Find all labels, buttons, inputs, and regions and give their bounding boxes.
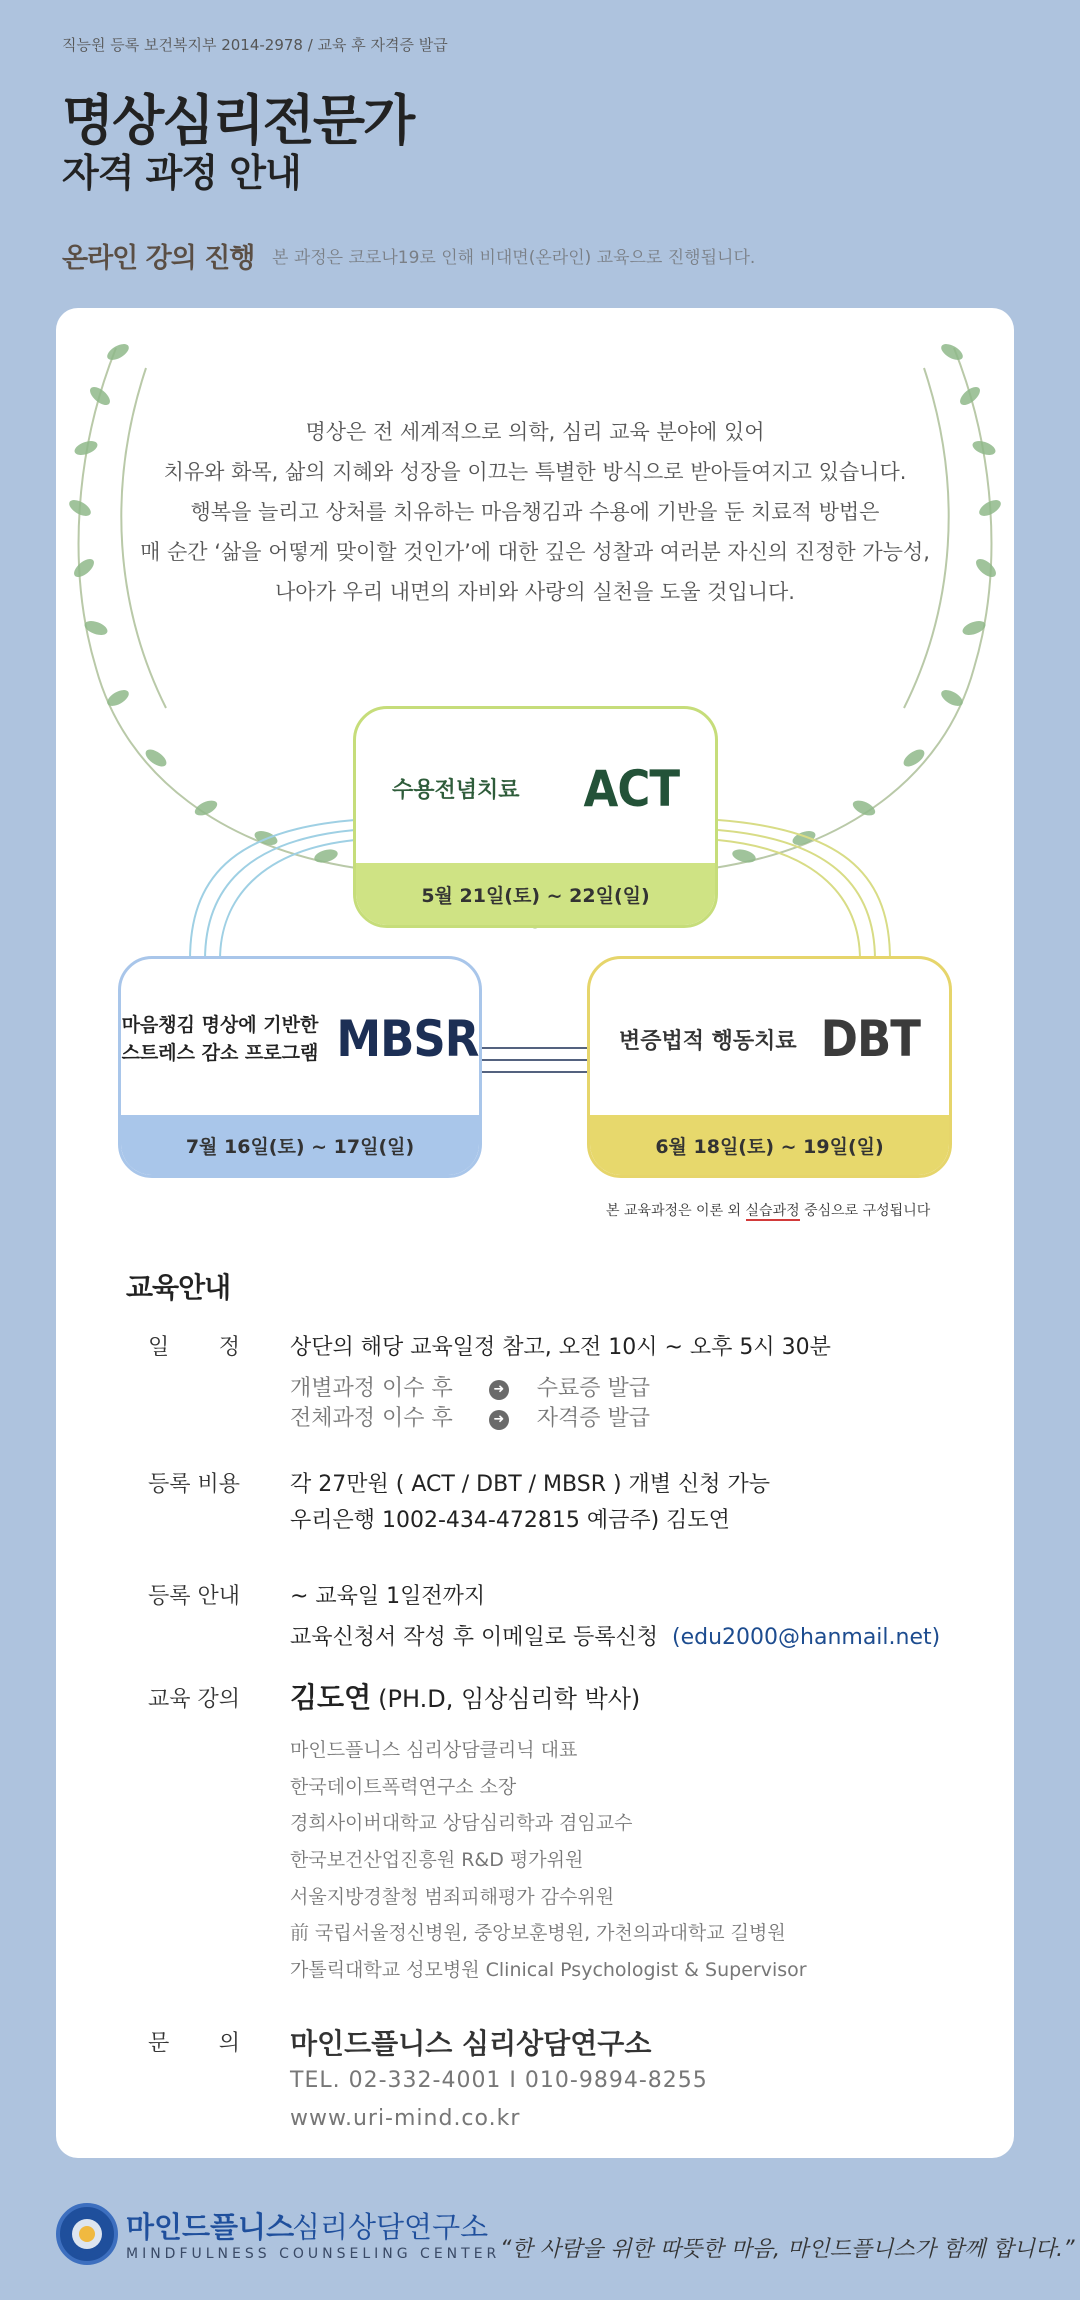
career-item: 마인드플니스 심리상담클리닉 대표	[290, 1739, 578, 1761]
career-item: 한국보건산업진흥원 R&D 평가위원	[290, 1849, 584, 1871]
schedule-line: 상단의 해당 교육일정 참고, 오전 10시 ~ 오후 5시 30분	[290, 1335, 831, 1360]
contact-name: 마인드플니스 심리상담연구소	[290, 2027, 652, 2060]
course-abbreviation: DBT	[820, 1010, 920, 1068]
practice-note-highlight: 실습과정	[745, 1203, 800, 1219]
course-date: 5월 21일(토) ~ 22일(일)	[356, 863, 715, 925]
lecturer-credential: (PH.D, 임상심리학 박사)	[378, 1685, 641, 1713]
career-item: 前 국립서울정신병원, 중앙보훈병원, 가천의과대학교 길병원	[290, 1922, 786, 1944]
full-course-result: 자격증 발급	[536, 1406, 651, 1431]
footer-english-name: MINDFULNESS COUNSELING CENTER	[126, 2246, 501, 2262]
practice-note-text: 중심으로 구성됩니다	[799, 1203, 931, 1219]
course-date: 6월 18일(토) ~ 19일(일)	[590, 1115, 949, 1175]
contact-website[interactable]: www.uri-mind.co.kr	[290, 2106, 521, 2131]
email-link[interactable]: (edu2000@hanmail.net)	[672, 1625, 941, 1650]
lecturer-heading	[290, 1676, 640, 1716]
footer-slogan: “한 사람을 위한 따뜻한 마음, 마인드플니스가 함께 합니다.”	[500, 2237, 1075, 2262]
intro-line: 행복을 늘리고 상처를 치유하는 마음챙김과 수용에 기반을 둔 치료적 방법은	[190, 500, 880, 524]
footer-brand-suffix: 심리상담연구소	[292, 2210, 489, 2244]
full-course-text: 전체과정 이수 후	[290, 1406, 453, 1431]
page-title: 명상심리전문가	[62, 89, 414, 152]
mbsr-dbt-connector	[482, 1040, 588, 1080]
practice-note-text: 본 교육과정은 이론 외	[606, 1203, 746, 1219]
label-char: 일	[148, 1335, 170, 1360]
registration-deadline: ~ 교육일 1일전까지	[290, 1584, 486, 1609]
page-subtitle: 자격 과정 안내	[62, 151, 301, 195]
course-card-header	[590, 959, 949, 1119]
contact-phone[interactable]: TEL. 02-332-4001 I 010-9894-8255	[290, 2068, 708, 2093]
mindfulness-logo-icon	[56, 2203, 118, 2265]
individual-course-result: 수료증 발급	[536, 1376, 651, 1401]
registration-label: 등록 안내	[148, 1584, 241, 1609]
registration-info: 직능원 등록 보건복지부 2014-2978 / 교육 후 자격증 발급	[62, 36, 448, 54]
intro-line: 명상은 전 세계적으로 의학, 심리 교육 분야에 있어	[305, 420, 765, 444]
registration-method	[290, 1620, 940, 1651]
registration-method-text: 교육신청서 작성 후 이메일로 등록신청	[290, 1625, 659, 1650]
course-card-mbsr	[118, 956, 482, 1178]
label-char: 의	[218, 2031, 240, 2056]
online-course-heading: 온라인 강의 진행	[62, 243, 255, 274]
course-name-line: 스트레스 감소 프로그램	[121, 1042, 319, 1064]
course-abbreviation: MBSR	[336, 1010, 479, 1068]
intro-line: 매 순간 ‘삶을 어떻게 맞이할 것인가’에 대한 깊은 성찰과 여러분 자신의 진정한 가능성,	[140, 540, 930, 564]
course-abbreviation: ACT	[583, 759, 680, 818]
course-name-line: 마음챙김 명상에 기반한	[121, 1014, 319, 1036]
online-course-description: 본 과정은 코로나19로 인해 비대면(온라인) 교육으로 진행됩니다.	[272, 248, 756, 268]
course-name: 수용전념치료	[391, 778, 520, 803]
intro-line: 치유와 화목, 삶의 지혜와 성장을 이끄는 특별한 방식으로 받아들여지고 있습니다.	[163, 460, 907, 484]
schedule-individual	[290, 1371, 650, 1402]
course-card-header	[121, 959, 479, 1119]
course-card-act	[353, 706, 718, 928]
practice-note	[606, 1200, 930, 1220]
course-name: 변증법적 행동치료	[618, 1028, 797, 1054]
arrow-right-icon: ➜	[489, 1380, 509, 1400]
arrow-right-icon: ➜	[489, 1410, 509, 1430]
contact-label	[148, 2026, 258, 2057]
career-item: 한국데이트폭력연구소 소장	[290, 1776, 517, 1798]
intro-text	[56, 412, 1014, 612]
individual-course-text: 개별과정 이수 후	[290, 1376, 453, 1401]
schedule-label	[148, 1330, 258, 1361]
label-char: 정	[218, 1335, 240, 1360]
course-card-header	[356, 709, 715, 868]
course-date: 7월 16일(토) ~ 17일(일)	[121, 1115, 479, 1175]
course-name	[122, 1011, 319, 1067]
career-item: 경희사이버대학교 상담심리학과 겸임교수	[290, 1812, 633, 1834]
intro-line: 나아가 우리 내면의 자비와 사랑의 실천을 도울 것입니다.	[275, 580, 795, 604]
lecturer-name: 김도연	[290, 1681, 372, 1714]
education-section-title: 교육안내	[126, 1271, 231, 1304]
fee-label: 등록 비용	[148, 1472, 241, 1497]
bank-account-line: 우리은행 1002-434-472815 예금주) 김도연	[290, 1508, 730, 1533]
lecturer-label: 교육 강의	[148, 1687, 241, 1712]
fee-line: 각 27만원 ( ACT / DBT / MBSR ) 개별 신청 가능	[290, 1472, 771, 1497]
course-card-dbt	[587, 956, 952, 1178]
career-item: 가톨릭대학교 성모병원 Clinical Psychologist & Supervisor	[290, 1959, 807, 1981]
schedule-full	[290, 1401, 650, 1432]
career-item: 서울지방경찰청 범죄피해평가 감수위원	[290, 1886, 615, 1908]
footer-brand-name: 마인드플니스	[126, 2210, 295, 2244]
label-char: 문	[148, 2031, 170, 2056]
